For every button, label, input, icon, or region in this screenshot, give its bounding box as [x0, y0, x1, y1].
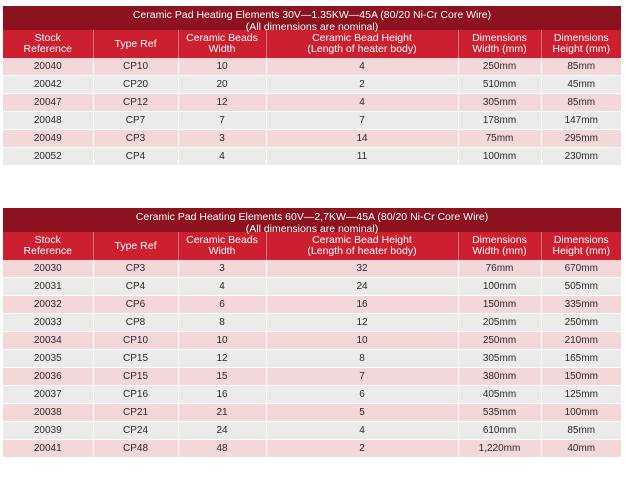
ceramic-beads-width-cell: 24 [178, 422, 266, 440]
type-ref-cell: CP48 [93, 440, 178, 458]
dimensions-width-cell: 305mm [458, 94, 541, 112]
dimensions-height-cell: 85mm [541, 58, 621, 76]
ceramic-beads-width-cell: 12 [178, 350, 266, 368]
dimensions-width-cell: 75mm [458, 130, 541, 148]
header-line: Reference [23, 245, 72, 257]
header-line: (Length of heater body) [307, 43, 417, 55]
ceramic-bead-height-header [266, 232, 458, 260]
stock-reference-cell: 20048 [3, 112, 93, 130]
table-row [3, 94, 621, 112]
ceramic-beads-width-cell: 7 [178, 112, 266, 130]
table-row [3, 148, 621, 166]
ceramic-bead-height-cell: 4 [266, 422, 458, 440]
ceramic-beads-width-header [178, 232, 266, 260]
stock-reference-cell: 20036 [3, 368, 93, 386]
header-line: Stock [34, 234, 61, 246]
header-line: Ceramic Bead Height [312, 32, 412, 44]
stock-reference-cell: 20033 [3, 314, 93, 332]
header-line: Dimensions [553, 234, 609, 246]
ceramic-bead-height-cell: 12 [266, 314, 458, 332]
ceramic-bead-height-cell: 4 [266, 94, 458, 112]
type-ref-header [93, 30, 178, 58]
type-ref-cell: CP12 [93, 94, 178, 112]
table-title [3, 6, 621, 33]
ceramic-beads-width-cell: 6 [178, 296, 266, 314]
stock-reference-cell: 20038 [3, 404, 93, 422]
header-line: Type Ref [114, 37, 157, 50]
stock-reference-header [3, 232, 93, 260]
ceramic-beads-width-cell: 4 [178, 148, 266, 166]
stock-reference-cell: 20047 [3, 94, 93, 112]
ceramic-beads-width-header [178, 30, 266, 58]
table-row [3, 422, 621, 440]
header-line: Width (mm) [472, 43, 527, 55]
type-ref-cell: CP10 [93, 332, 178, 350]
stock-reference-cell: 20041 [3, 440, 93, 458]
ceramic-beads-width-cell: 12 [178, 94, 266, 112]
stock-reference-cell: 20032 [3, 296, 93, 314]
ceramic-bead-height-cell: 6 [266, 386, 458, 404]
dimensions-width-cell: 250mm [458, 58, 541, 76]
dimensions-height-cell: 40mm [541, 440, 621, 458]
dimensions-width-header [458, 232, 541, 260]
header-line: Dimensions [553, 32, 609, 44]
type-ref-cell: CP15 [93, 350, 178, 368]
ceramic-bead-height-header [266, 30, 458, 58]
dimensions-height-cell: 670mm [541, 260, 621, 278]
stock-reference-cell: 20031 [3, 278, 93, 296]
type-ref-cell: CP20 [93, 76, 178, 94]
table-body [3, 260, 621, 458]
stock-reference-cell: 20034 [3, 332, 93, 350]
table-header [3, 30, 621, 58]
dimensions-width-cell: 535mm [458, 404, 541, 422]
type-ref-header [93, 232, 178, 260]
heating-elements-60v-table [3, 232, 621, 458]
ceramic-beads-width-cell: 20 [178, 76, 266, 94]
stock-reference-cell: 20039 [3, 422, 93, 440]
ceramic-beads-width-cell: 16 [178, 386, 266, 404]
ceramic-bead-height-cell: 7 [266, 368, 458, 386]
ceramic-bead-height-cell: 32 [266, 260, 458, 278]
table-row [3, 278, 621, 296]
dimensions-height-cell: 100mm [541, 404, 621, 422]
type-ref-cell: CP7 [93, 112, 178, 130]
ceramic-beads-width-cell: 10 [178, 332, 266, 350]
stock-reference-cell: 20042 [3, 76, 93, 94]
dimensions-height-cell: 210mm [541, 332, 621, 350]
dimensions-width-cell: 100mm [458, 278, 541, 296]
table-row [3, 386, 621, 404]
table-row [3, 440, 621, 458]
dimensions-width-cell: 510mm [458, 76, 541, 94]
header-line: Height (mm) [552, 245, 611, 257]
ceramic-bead-height-cell: 8 [266, 350, 458, 368]
stock-reference-cell: 20049 [3, 130, 93, 148]
dimensions-height-cell: 125mm [541, 386, 621, 404]
table-row [3, 58, 621, 76]
ceramic-beads-width-cell: 15 [178, 368, 266, 386]
ceramic-beads-width-cell: 3 [178, 260, 266, 278]
table-row [3, 332, 621, 350]
type-ref-cell: CP10 [93, 58, 178, 76]
ceramic-bead-height-cell: 2 [266, 76, 458, 94]
dimensions-height-cell: 45mm [541, 76, 621, 94]
header-line: Reference [23, 43, 72, 55]
dimensions-height-cell: 147mm [541, 112, 621, 130]
table-row [3, 76, 621, 94]
header-line: Width [208, 43, 236, 55]
ceramic-beads-width-cell: 48 [178, 440, 266, 458]
ceramic-beads-width-cell: 8 [178, 314, 266, 332]
table-row [3, 314, 621, 332]
ceramic-bead-height-cell: 5 [266, 404, 458, 422]
type-ref-cell: CP3 [93, 260, 178, 278]
table-row [3, 112, 621, 130]
stock-reference-cell: 20035 [3, 350, 93, 368]
type-ref-cell: CP6 [93, 296, 178, 314]
heating-elements-30v-table-block [3, 6, 621, 166]
stock-reference-cell: 20052 [3, 148, 93, 166]
header-line: Width (mm) [472, 245, 527, 257]
ceramic-bead-height-cell: 11 [266, 148, 458, 166]
dimensions-height-cell: 150mm [541, 368, 621, 386]
table-header [3, 232, 621, 260]
header-line: Stock [34, 32, 61, 44]
table-row [3, 296, 621, 314]
ceramic-beads-width-cell: 10 [178, 58, 266, 76]
type-ref-cell: CP21 [93, 404, 178, 422]
ceramic-bead-height-cell: 7 [266, 112, 458, 130]
header-line: Ceramic Beads [186, 32, 258, 44]
header-line: (Length of heater body) [307, 245, 417, 257]
dimensions-height-cell: 165mm [541, 350, 621, 368]
dimensions-height-cell: 85mm [541, 94, 621, 112]
table-title [3, 208, 621, 235]
type-ref-cell: CP15 [93, 368, 178, 386]
dimensions-height-cell: 230mm [541, 148, 621, 166]
type-ref-cell: CP8 [93, 314, 178, 332]
table-row [3, 404, 621, 422]
dimensions-width-cell: 305mm [458, 350, 541, 368]
header-line: Ceramic Beads [186, 234, 258, 246]
type-ref-cell: CP4 [93, 148, 178, 166]
dimensions-width-cell: 178mm [458, 112, 541, 130]
dimensions-height-cell: 85mm [541, 422, 621, 440]
header-line: Width [208, 245, 236, 257]
ceramic-bead-height-cell: 14 [266, 130, 458, 148]
dimensions-width-cell: 76mm [458, 260, 541, 278]
dimensions-width-cell: 405mm [458, 386, 541, 404]
ceramic-bead-height-cell: 24 [266, 278, 458, 296]
table-row [3, 368, 621, 386]
heating-elements-60v-table-block [3, 208, 621, 458]
table-title-line2: (All dimensions are nominal) [245, 21, 379, 33]
dimensions-width-cell: 150mm [458, 296, 541, 314]
table-row [3, 260, 621, 278]
header-line: Dimensions [472, 32, 527, 44]
ceramic-bead-height-cell: 16 [266, 296, 458, 314]
header-line: Height (mm) [552, 43, 611, 55]
header-line: Dimensions [472, 234, 527, 246]
table-row [3, 350, 621, 368]
stock-reference-cell: 20037 [3, 386, 93, 404]
dimensions-height-cell: 335mm [541, 296, 621, 314]
dimensions-width-cell: 1,220mm [458, 440, 541, 458]
dimensions-height-header [541, 232, 621, 260]
dimensions-height-cell: 295mm [541, 130, 621, 148]
dimensions-width-cell: 610mm [458, 422, 541, 440]
dimensions-width-header [458, 30, 541, 58]
ceramic-bead-height-cell: 10 [266, 332, 458, 350]
header-line: Type Ref [114, 239, 157, 252]
heating-elements-30v-table [3, 30, 621, 166]
ceramic-bead-height-cell: 2 [266, 440, 458, 458]
dimensions-width-cell: 100mm [458, 148, 541, 166]
table-title-line1: Ceramic Pad Heating Elements 30V—1.35KW—45A (80/20 Ni-Cr Core Wire) [132, 9, 492, 21]
dimensions-height-header [541, 30, 621, 58]
stock-reference-cell: 20030 [3, 260, 93, 278]
dimensions-width-cell: 205mm [458, 314, 541, 332]
type-ref-cell: CP24 [93, 422, 178, 440]
stock-reference-header [3, 30, 93, 58]
type-ref-cell: CP4 [93, 278, 178, 296]
dimensions-width-cell: 250mm [458, 332, 541, 350]
table-row [3, 130, 621, 148]
ceramic-beads-width-cell: 3 [178, 130, 266, 148]
ceramic-beads-width-cell: 4 [178, 278, 266, 296]
header-line: Ceramic Bead Height [312, 234, 412, 246]
stock-reference-cell: 20040 [3, 58, 93, 76]
table-body [3, 58, 621, 166]
ceramic-bead-height-cell: 4 [266, 58, 458, 76]
type-ref-cell: CP3 [93, 130, 178, 148]
dimensions-height-cell: 505mm [541, 278, 621, 296]
dimensions-width-cell: 380mm [458, 368, 541, 386]
ceramic-beads-width-cell: 21 [178, 404, 266, 422]
table-title-line2: (All dimensions are nominal) [245, 223, 379, 235]
type-ref-cell: CP16 [93, 386, 178, 404]
dimensions-height-cell: 250mm [541, 314, 621, 332]
table-title-line1: Ceramic Pad Heating Elements 60V—2,7KW—45A (80/20 Ni-Cr Core Wire) [135, 211, 489, 223]
